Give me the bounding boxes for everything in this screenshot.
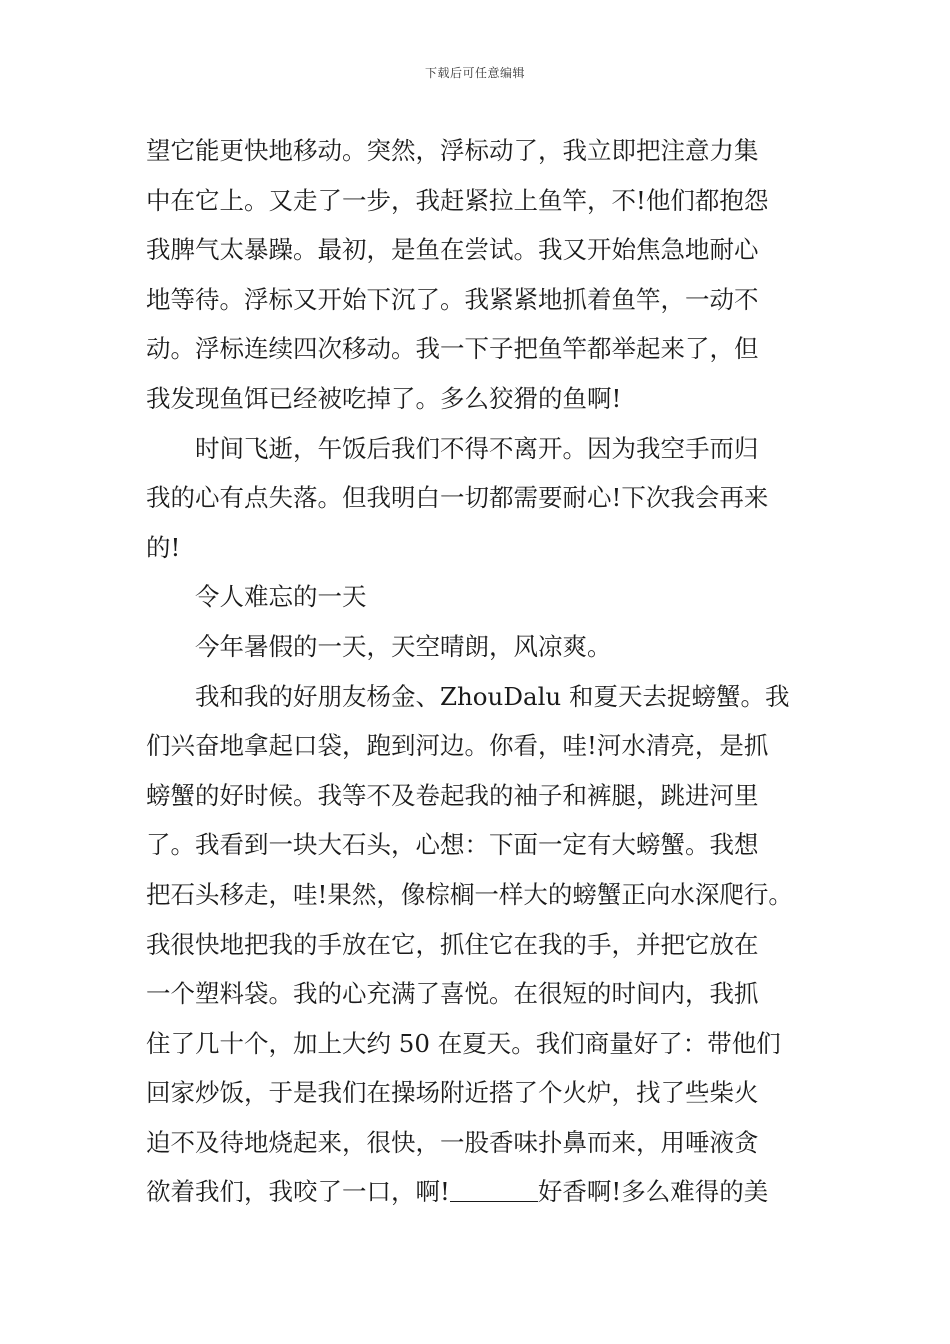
paragraph-start-line: 时间飞逝，午饭后我们不得不离开。因为我空手而归	[195, 433, 759, 463]
text-line-last	[146, 1167, 826, 1217]
text-line: 一个塑料袋。我的心充满了喜悦。在很短的时间内，我抓	[146, 979, 759, 1009]
page-header: 下载后可任意编辑	[424, 66, 525, 80]
text-line: 地等待。浮标又开始下沉了。我紧紧地抓着鱼竿，一动不	[146, 284, 759, 314]
text-line: 我的心有点失落。但我明白一切都需要耐心!下次我会再来	[146, 483, 769, 513]
text-line: 了。我看到一块大石头，心想：下面一定有大螃蟹。我想	[146, 830, 759, 860]
text-line: 住了几十个，加上大约 50 在夏天。我们商量好了：带他们	[146, 1028, 781, 1058]
text-segment: 好香啊!多么难得的美	[537, 1177, 769, 1207]
text-line: 回家炒饭，于是我们在操场附近搭了个火炉，找了些柴火	[146, 1078, 759, 1108]
text-segment: 欲着我们，我咬了一口，啊!	[146, 1177, 450, 1207]
text-line: 我脾气太暴躁。最初，是鱼在尝试。我又开始焦急地耐心	[146, 235, 759, 265]
text-line: 们兴奋地拿起口袋，跑到河边。你看，哇!河水清亮，是抓	[146, 731, 769, 761]
paragraph-start-line: 今年暑假的一天，天空晴朗，风凉爽。	[195, 631, 612, 661]
text-line: 迫不及待地烧起来，很快，一股香味扑鼻而来，用唾液贪	[146, 1127, 759, 1157]
text-line: 螃蟹的好时候。我等不及卷起我的袖子和裤腿，跳进河里	[146, 780, 759, 810]
section-title: 令人难忘的一天	[195, 582, 367, 612]
text-line: 中在它上。又走了一步，我赶紧拉上鱼竿，不!他们都抱怨	[146, 185, 769, 215]
text-line: 的!	[146, 532, 181, 562]
blank-underline	[450, 1177, 538, 1202]
text-line: 动。浮标连续四次移动。我一下子把鱼竿都举起来了，但	[146, 334, 759, 364]
text-line: 我发现鱼饵已经被吃掉了。多么狡猾的鱼啊!	[146, 383, 622, 413]
text-line: 望它能更快地移动。突然，浮标动了，我立即把注意力集	[146, 136, 759, 165]
text-line: 我很快地把我的手放在它，抓住它在我的手，并把它放在	[146, 929, 759, 959]
paragraph-start-line: 我和我的好朋友杨金、ZhouDalu 和夏天去捉螃蟹。我	[195, 681, 790, 711]
document-body	[146, 126, 826, 1217]
text-line: 把石头移走，哇!果然，像棕榈一样大的螃蟹正向水深爬行。	[146, 879, 793, 909]
